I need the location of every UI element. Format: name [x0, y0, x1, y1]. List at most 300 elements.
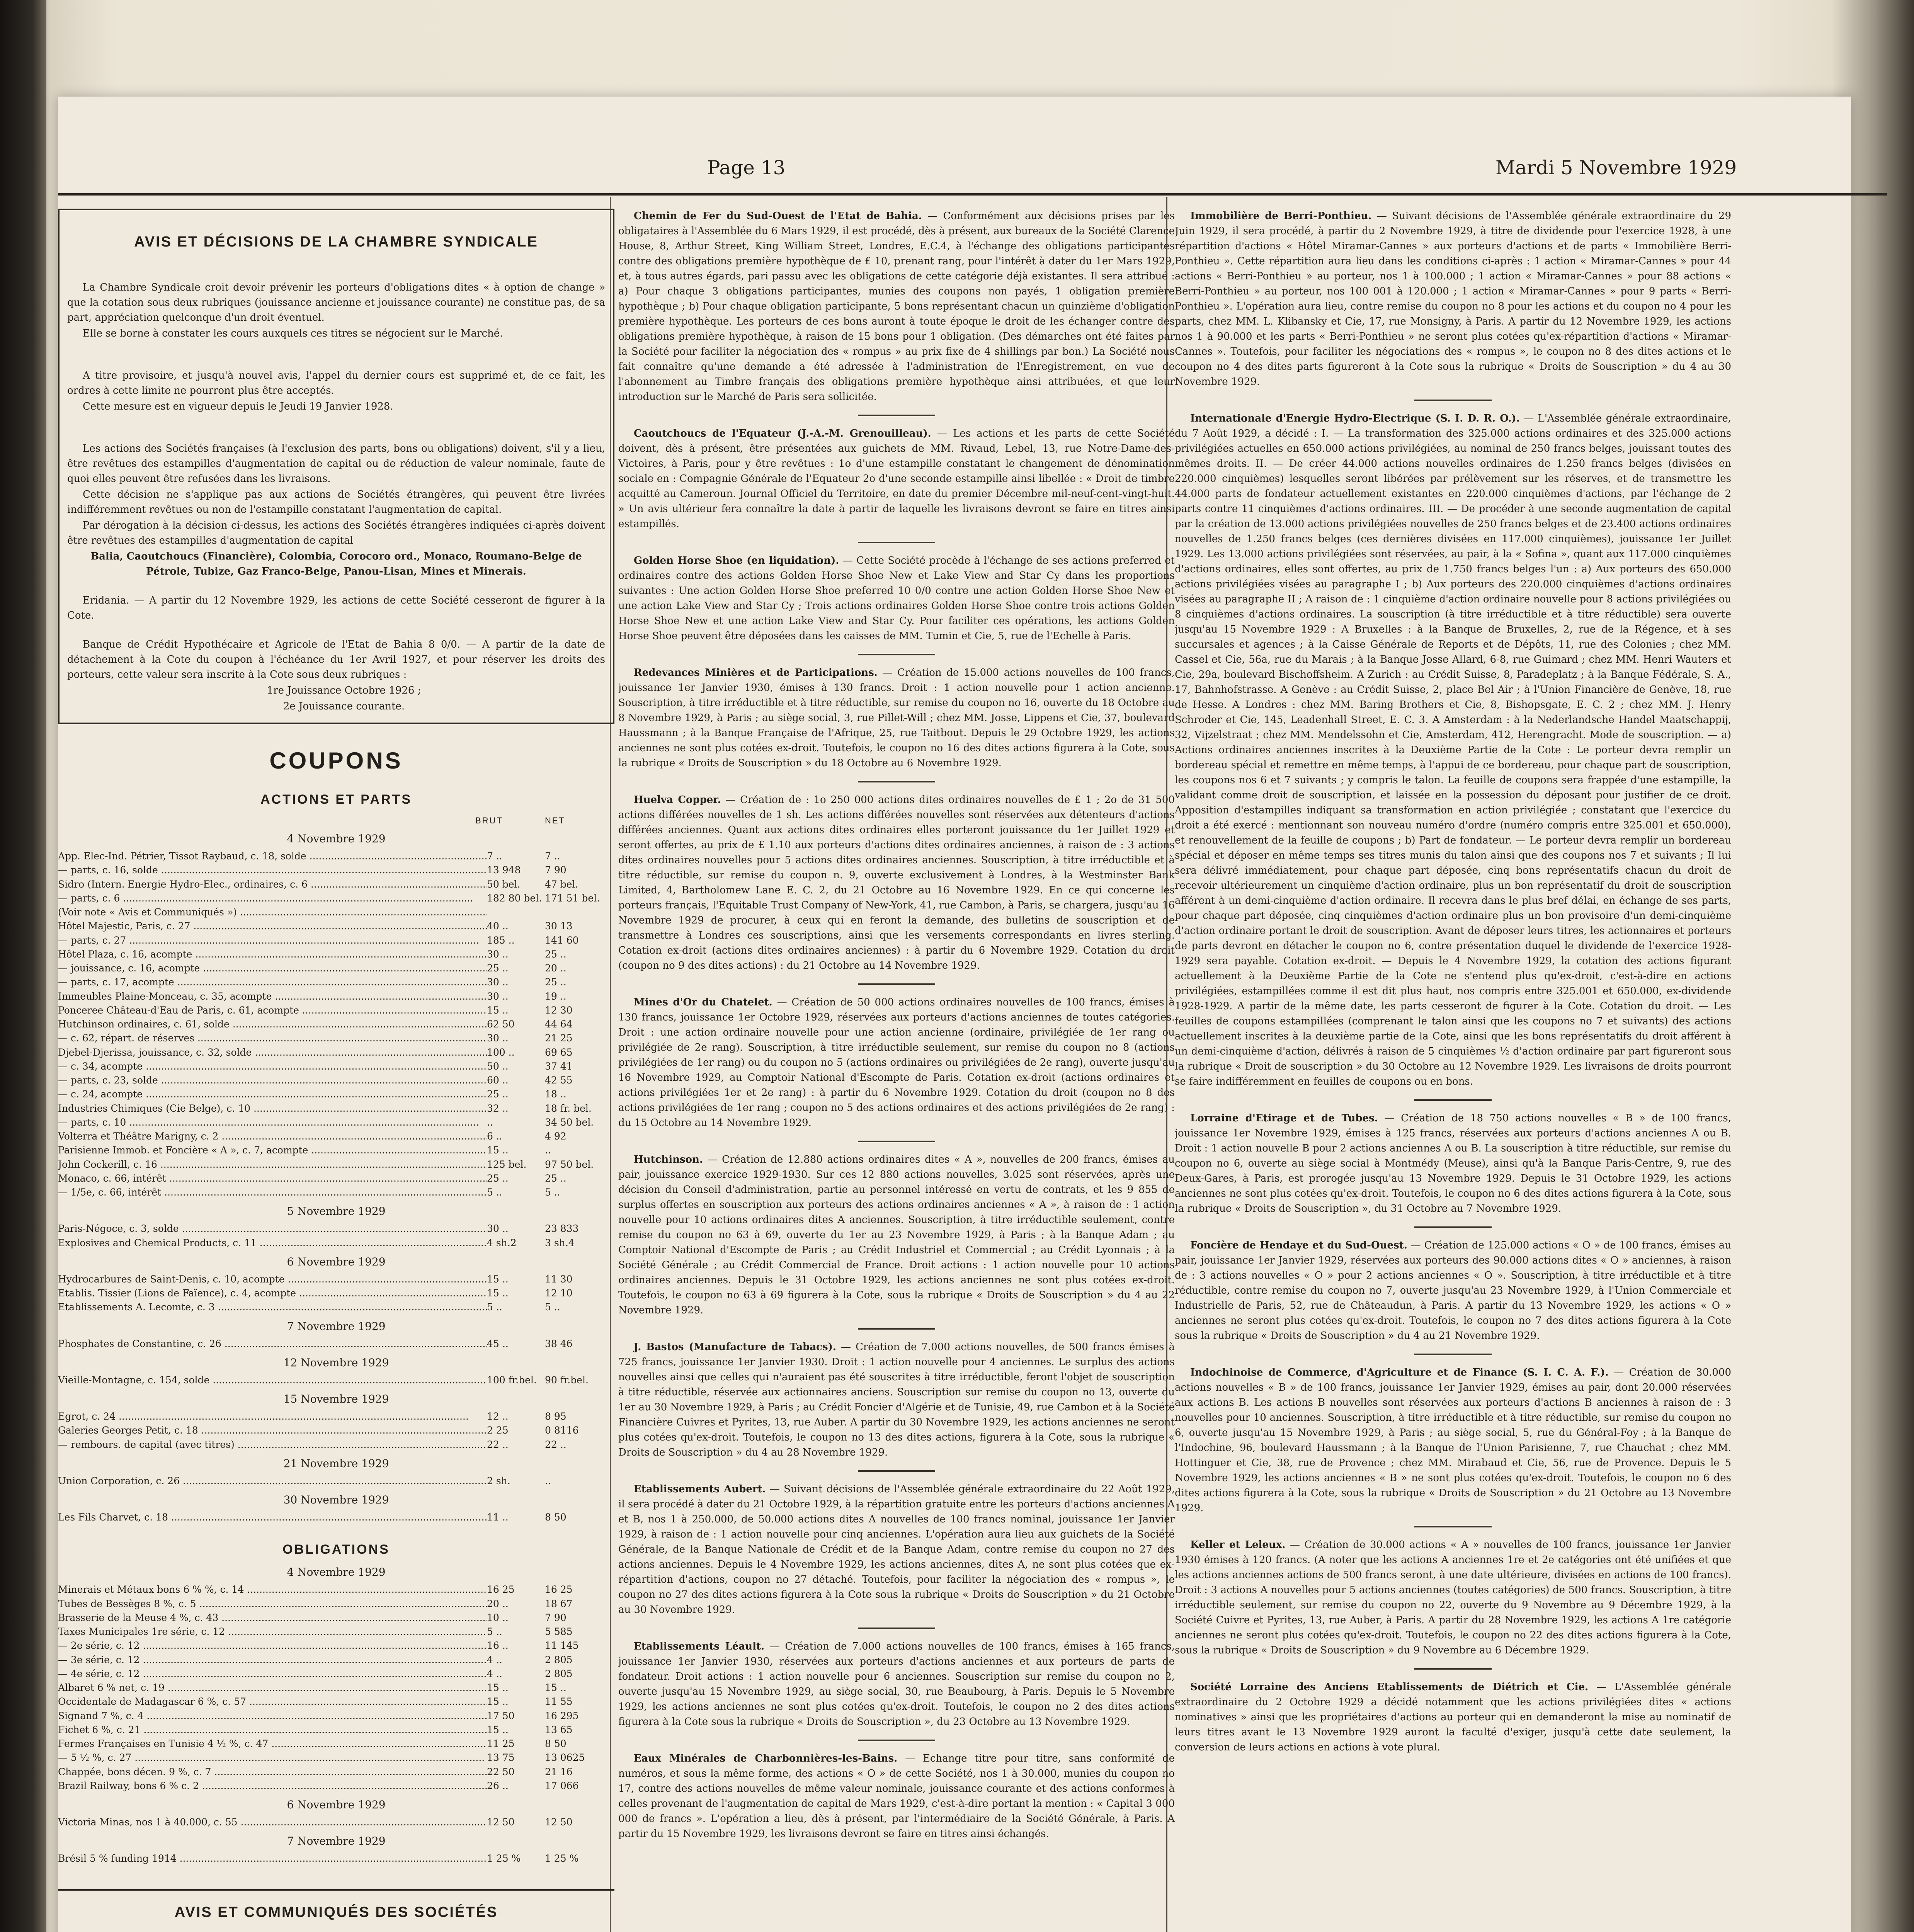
- coupon-row: [58, 1852, 614, 1866]
- notice-title: Golden Horse Shoe (en liquidation).: [634, 555, 839, 566]
- coupon-net: 8 50: [545, 1512, 567, 1523]
- chamber-rubric: 2e Jouissance courante.: [283, 701, 405, 712]
- coupon-net: 8 95: [545, 1411, 567, 1422]
- coupon-date: 5 Novembre 1929: [287, 1205, 386, 1218]
- coupon-brut: 45 ..: [487, 1338, 509, 1349]
- notice-article: [618, 1639, 1175, 1730]
- coupon-row: [58, 878, 614, 891]
- notice-body: — L'Assemblée générale extraordinaire, du 7 Août 1929, a décidé : I. — La transformation des 325.000 actions ordinaires et des 325.000 actions privilégiées actuelles en 650.000 actions privilégiées, au nominal de 250 francs belges, jouissant toutes des mêmes droits. II. — De créer 44.000 actions nouvelles ordinaires de 1.250 francs belges (divisées en 220.000 cinquièmes) lesquelles seront libérées par prélèvement sur les réserves, et de transmettre les 44.000 parts de fondateur actuellement existantes en 220.000 cinquièmes d'actions, par l'échange de 2 parts contre 11 cinquièmes d'actions ordinaires. III. — De procéder à une seconde augmentation de capital par la création de 13.000 actions privilégiées nouvelles de 250 francs belges et de 23.400 actions ordinaires nouvelles de 1.250 francs belges (ces dernières divisées en 117.000 cinquièmes), jouissance 1er Juillet 1929. Les 13.000 actions privilégiées sont réservées, au pair, à la « Sofina », quant aux 117.000 cinquièmes d'actions ordinaires, elles sont offertes, au prix de 1.750 francs belges l'un : a) Aux porteurs des 650.000 actions privilégiées visées au paragraphe I ; b) Aux porteurs des 220.000 cinquièmes d'actions ordinaires visées au paragraphe II ; A raison de : 1 cinquième d'action ordinaire nouvelle pour 8 actions privilégiées ou 8 cinquièmes d'actions ordinaires. La souscription (à titre irréductible et à titre réductible) sera ouverte jusqu'au 15 Novembre 1929 : A Bruxelles : à la Banque de Bruxelles, 2, rue de la Régence, et à ses succursales et agences ; à la Caisse Générale de Reports et de Dépôts, 11, rue des Colonies ; chez MM. Cassel et Cie, 56a, rue du Marais ; à la Banque Josse Allard, 6-8, rue Guimard ; chez MM. Henri Wauters et Cie, 29a, boulevard Bischoffsheim. A Zurich : au Crédit Suisse, 8, Paradeplatz ; à la Banque Fédérale, S. A., 17, Bahnhofstrasse. A Genève : au Crédit Suisse, 2, place Bel Air ; à l'Union Financière de Genève, 18, rue de Hesse. A Londres : chez MM. Baring Brothers et Cie, 8, Bishopsgate, E. C. 2 ; chez MM. J. Henry Schroder et Cie, 145, Leadenhall Street, E. C. 3. A Amsterdam : à la Nederlandsche Handel Maatschappij, 32, Vijzelstraat ; chez MM. Mendelssohn et Cie, Amsterdam, 412, Herengracht. Mode de souscription. — a) Actions ordinaires anciennes inscrites à la Deuxième Partie de la Cote : Le porteur devra remplir un bordereau spécial et remettre en même temps, à l'appui de ce bordereau, pour chaque part de souscription, les coupons nos 6 et 7 suivants ; y compris le talon. La feuille de coupons sera frappée d'une estampille, la validant comme droit de souscription, et laissée en la possession du déposant pour justifier de ce droit. Apposition d'estampilles indiquant sa transformation en action privilégiée ; constatant que l'exercice du droit a été exercé : mentionnant son nouveau numéro d'ordre (numéro compris entre 325.001 et 650.000), et renouvellement de la feuille de coupons ; b) Part de fondateur. — Le porteur devra remplir un bordereau spécial et déposer en même temps ses titres munis du talon ainsi que des coupons nos 7 et suivants ; Il lui sera délivré immédiatement, pour chaque part déposée, cinq bons représentatifs chacun du droit de recevoir ultérieurement un cinquième d'action ordinaire, plus un bon représentatif du droit de souscription afférent à un demi-cinquième d'action ordinaire. Il recevra dans le plus bref délai, en échange de ses parts, pour chaque part déposée, cinq cinquièmes d'action ordinaire plus un bon provisoire d'un demi-cinquième d'action ordinaire portant le droit de souscription. Avant de déposer leurs titres, les actionnaires et porteurs de parts devront en détacher le coupon no 6, contre présentation duquel le dividende de l'exercice 1928-1929 sera payable. Cotation ex-droit. — Depuis le 4 Novembre 1929, la cotation des actions figurant actuellement à la Deuxième Partie de la Cote ne s'entend plus qu'ex-droit, c'est-à-dire en actions privilégiées, estampillées comme il est dit plus haut, nos compris entre 325.001 et 650.000, ex-dividende 1928-1929. A partir de la même date, les parts cesseront de figurer à la Cote. Cotation du droit. — Les feuilles de coupons estampillées (comprenant le talon ainsi que les coupons no 7 et suivants) des actions actuellement inscrites à la deuxième partie de la Cote, ainsi que les bons représentatifs du droit afférent à un demi-cinquième d'action, délivrés à raison de 5 cinquièmes ½ d'action ordinaire par part figureront sous la rubrique « Droit de souscription » du 30 Octobre au 12 Novembre 1929. Les livraisons de droits pourront se faire indifféremment en feuilles de coupons ou en bons.: [1175, 413, 1731, 1087]
- coupon-brut: 22 ..: [487, 1439, 509, 1450]
- coupon-net: ..: [545, 1475, 551, 1486]
- coupon-net: 8 50: [545, 1738, 567, 1749]
- article-separator: [858, 1628, 935, 1629]
- notice-article: [618, 553, 1175, 644]
- coupon-net: 18 67: [545, 1598, 573, 1609]
- notice-body: — L'Assemblée générale extraordinaire du 2 Octobre 1929 a décidé notamment que les actions privilégiées dites « actions nominatives » ainsi que les propriétaires d'actions au porteur qui en demanderont la mise au nominatif de leurs titres avant le 13 Novembre 1929 auront la faculté d'exiger, jusqu'à cette date seulement, la conversion de leurs actions en actions à vote plural.: [1175, 1681, 1731, 1753]
- coupon-row: [58, 1017, 614, 1031]
- coupon-row: [58, 1695, 614, 1709]
- coupon-net: 69 65: [545, 1046, 573, 1058]
- coupon-brut: [487, 905, 545, 919]
- coupon-net: 7 90: [545, 1612, 567, 1623]
- notice-article: [618, 1482, 1175, 1617]
- coupon-issuer: — 4e série, c. 12 .....: [58, 1667, 487, 1681]
- chamber-company-list: Balia, Caoutchoucs (Financière), Colombia, Corocoro ord., Monaco, Roumano-Belge de Pétrole, Tubize, Gaz Franco-Belge, Panou-Lisan, Mines et Minerais.: [90, 551, 582, 577]
- coupon-row: [58, 1087, 614, 1101]
- coupon-row: [58, 1143, 614, 1157]
- coupon-issuer: Industries Chimiques (Cie Belge), c. 10 .....: [58, 1102, 487, 1116]
- coupon-row: [58, 1129, 614, 1143]
- notice-article: [618, 1152, 1175, 1318]
- coupon-net: 12 50: [545, 1816, 573, 1828]
- coupon-brut: 185 ..: [487, 934, 515, 946]
- coupon-row: [58, 1765, 614, 1779]
- coupon-brut: 30 ..: [487, 990, 509, 1002]
- notice-title: Caoutchoucs de l'Equateur (J.-A.-M. Grenouilleau).: [634, 428, 931, 439]
- coupon-net: 2 805: [545, 1668, 573, 1679]
- coupon-row: [58, 1474, 614, 1488]
- article-separator: [858, 415, 935, 416]
- coupon-issuer: — 3e série, c. 12 .....: [58, 1653, 487, 1667]
- notice-body: — Cette Société procède à l'échange de ses actions preferred et ordinaires contre des actions Golden Horse Shoe New et Lake View and Star Cy dans les proportions suivantes : Une action Golden Horse Shoe preferred 10 0/0 contre une action Golden Horse Shoe New et une action Lake View and Star Cy ; Trois actions ordinaires Golden Horse Shoe contre trois actions Golden Horse Shoe New et une action Lake View and Star Cy. Pour faciliter ces opérations, les actions Golden Horse Shoe peuvent être déposées dans les caisses de MM. Tumin et Cie, 5, rue de l'Echelle à Paris.: [618, 555, 1175, 642]
- notice-title: Internationale d'Energie Hydro-Electrique (S. I. D. R. O.).: [1190, 413, 1520, 424]
- coupon-row: [58, 1709, 614, 1723]
- notice-body: — Création de 125.000 actions « O » de 100 francs, émises au pair, jouissance 1er Janvier 1929, réservées aux porteurs des 90.000 actions dites « O » anciennes, à raison de : 3 actions nouvelles « O » pour 2 actions anciennes « O ». Souscription, à titre irréductible et à titre réductible, contre remise du coupon no 7, ouverte jusqu'au 23 Novembre 1929, à l'Union Commerciale et Industrielle de Paris, 52, rue de Châteaudun, à Paris. A partir du 13 Novembre 1929, les actions « O » anciennes ne seront plus cotées qu'ex-droit. Toutefois, le coupon no 7 des dites actions figurera à la Cote sous la rubrique « Droits de Souscription » du 4 au 21 Novembre 1929.: [1175, 1240, 1731, 1342]
- chamber-paragraph: A titre provisoire, et jusqu'à nouvel avis, l'appel du dernier cours est supprimé et, de ce fait, les ordres à cette limite ne pourront plus être acceptés.: [67, 370, 605, 396]
- notice-title: Etablissements Léault.: [634, 1641, 765, 1652]
- coupon-row: [58, 1102, 614, 1116]
- coupon-net: 1 25 %: [545, 1853, 579, 1864]
- article-separator: [1414, 1354, 1492, 1355]
- coupon-issuer: Brésil 5 % funding 1914 .....: [58, 1852, 487, 1866]
- coupon-row: [58, 1373, 614, 1387]
- article-separator: [858, 654, 935, 655]
- coupon-brut: 15 ..: [487, 1287, 509, 1299]
- coupon-brut: 40 ..: [487, 920, 509, 932]
- coupon-net: 30 13: [545, 920, 573, 932]
- coupon-issuer: (Voir note « Avis et Communiqués ») .....: [58, 905, 487, 919]
- coupon-row: [58, 1337, 614, 1351]
- coupon-brut: 30 ..: [487, 1032, 509, 1044]
- coupon-net: 23 833: [545, 1223, 579, 1235]
- coupon-issuer: Brasserie de la Meuse 4 %, c. 43 .....: [58, 1611, 487, 1625]
- coupon-brut: 25 ..: [487, 963, 509, 974]
- notice-article: [1175, 1537, 1731, 1658]
- column-1: [58, 209, 614, 1932]
- coupon-net: 7 ..: [545, 850, 560, 862]
- column-3: [1175, 209, 1731, 1932]
- coupon-row: [58, 1625, 614, 1639]
- coupon-date: 4 Novembre 1929: [287, 1566, 386, 1579]
- coupon-row: [58, 1737, 614, 1751]
- coupon-row: [58, 1583, 614, 1597]
- coupon-net: 25 ..: [545, 948, 567, 960]
- coupon-net: 13 65: [545, 1724, 573, 1735]
- notice-article: [1175, 209, 1731, 389]
- coupon-issuer: — parts, c. 17, acompte .....: [58, 975, 487, 989]
- coupon-net: 11 30: [545, 1273, 573, 1285]
- coupon-row: [58, 863, 614, 877]
- notice-article: [1175, 411, 1731, 1089]
- notice-article: [618, 209, 1175, 405]
- coupon-net: 20 ..: [545, 963, 567, 974]
- coupon-issuer: Signand 7 %, c. 4 .....: [58, 1709, 487, 1723]
- coupon-issuer: John Cockerill, c. 16 .....: [58, 1158, 487, 1172]
- coupon-row: [58, 1597, 614, 1611]
- coupon-issuer: Fermes Françaises en Tunisie 4 ½ %, c. 47 .....: [58, 1737, 487, 1751]
- coupon-row: [58, 1116, 614, 1129]
- notice-body: — Conformément aux décisions prises par les obligataires à l'Assemblée du 6 Mars 1929, il est procédé, dès à présent, aux bureaux de la Société Clarence House, 8, Arthur Street, King William Street, Londres, E.C.4, à l'échange des obligations participantes contre des obligations première hypothèque de £ 10, prenant rang, pour l'intérêt à dater du 1er Mars 1929, et, à tous autres égards, pari passu avec les obligations de cette catégorie déjà existantes. Il sera attribué : a) Pour chaque 3 obligations participantes, munies des coupons non payés, 1 obligation première hypothèque ; b) Pour chaque obligation participante, 5 bons représentant chacun un quinzième d'obligation première hypothèque. Les porteurs de ces bons auront à toute époque le droit de les échanger contre des obligations première hypothèque, à raison de 15 bons pour 1 obligation. (Des démarches ont été faites par la Société pour faciliter la négociation des « rompus » au prix fixe de 4 shillings par bon.) La Société nous fait connaître qu'une demande a été adressée à l'administration de l'Enregistrement, en vue de l'abonnement au Timbre français des obligations première hypothèque ainsi attribuées, et que leur introduction sur le Marché de Paris sera sollicitée.: [618, 210, 1175, 403]
- notice-title: Eaux Minérales de Charbonnières-les-Bains.: [634, 1753, 898, 1764]
- coupon-brut: 2 25: [487, 1425, 509, 1436]
- coupon-row: [58, 947, 614, 961]
- coupon-brut: 20 ..: [487, 1598, 509, 1609]
- article-separator: [1414, 1668, 1492, 1670]
- coupon-row: [58, 1723, 614, 1737]
- notice-article: [618, 995, 1175, 1131]
- coupon-issuer: Monaco, c. 66, intérêt .....: [58, 1172, 487, 1185]
- chamber-paragraph: Eridania. — A partir du 12 Novembre 1929, les actions de cette Société cesseront de figurer à la Cote.: [67, 595, 605, 621]
- notice-title: Huelva Copper.: [634, 794, 721, 806]
- coupon-issuer: Albaret 6 % net, c. 19 .....: [58, 1681, 487, 1695]
- notice-body: — Les actions et les parts de cette Société doivent, dès à présent, être présentées aux guichets de MM. Rivaud, Lebel, 13, rue Notre-Dame-des-Victoires, à Paris, pour y être revêtues : 1o d'une estampille constatant le changement de dénomination sociale en : Compagnie Générale de l'Equateur 2o d'une seconde estampille ainsi libellée : « Droit de timbre acquitté au Cameroun. Journal Officiel du Territoire, en date du premier Décembre mil-neuf-cent-vingt-huit. » Un avis ultérieur fera connaître la date à partir de laquelle les livraisons devront se faire en titres ainsi estampillés.: [618, 428, 1175, 530]
- coupon-net: 4 92: [545, 1131, 567, 1142]
- notice-title: J. Bastos (Manufacture de Tabacs).: [634, 1341, 836, 1353]
- coupon-net: 19 ..: [545, 990, 567, 1002]
- coupon-date: 7 Novembre 1929: [287, 1835, 386, 1848]
- coupon-brut: 15 ..: [487, 1696, 509, 1708]
- coupon-issuer: Etablissements A. Lecomte, c. 3 .....: [58, 1300, 487, 1314]
- coupon-issuer: Brazil Railway, bons 6 % c. 2 .....: [58, 1779, 487, 1793]
- coupon-issuer: Sidro (Intern. Energie Hydro-Elec., ordinaires, c. 6 .....: [58, 878, 487, 891]
- coupon-brut: 50 ..: [487, 1060, 509, 1072]
- issue-date: Mardi 5 Novembre 1929: [1495, 156, 1737, 179]
- notice-title: Keller et Leleux.: [1190, 1539, 1286, 1551]
- notice-body: — Création de 50 000 actions ordinaires nouvelles de 100 francs, émises à 130 francs, jouissance 1er Octobre 1929, réservées aux porteurs d'actions anciennes de toutes catégories. Droit : une action ordinaire nouvelle pour une action ancienne (ordinaire, privilégiée de 1er rang ou privilégiée de 2e rang). Souscription, à titre irréductible seulement, sur remise du coupon no 8 (actions privilégiées de 1er rang) ou du coupon no 5 (actions ordinaires ou privilégiées de 2e rang), ouverte jusqu'au 16 Novembre 1929, au Comptoir National d'Escompte de Paris. Cotation ex-droit (actions ordinaires et actions privilégiées 1er et 2e rang) : à partir du 6 Novembre 1929. Cotation du droit (coupon no 8 des actions privilégiées de 1er rang ; coupon no 5 des actions ordinaires et des actions privilégiées de 2e rang) : du 15 Octobre au 14 Novembre 1929.: [618, 997, 1175, 1129]
- coupon-brut: 15 ..: [487, 1682, 509, 1693]
- coupon-row: [58, 1815, 614, 1829]
- coupon-obligations-table: [58, 1564, 614, 1866]
- coupon-row: [58, 1236, 614, 1250]
- coupon-net: 16 25: [545, 1584, 573, 1595]
- notice-title: Etablissements Aubert.: [634, 1483, 766, 1495]
- notice-title: Mines d'Or du Chatelet.: [634, 997, 772, 1008]
- coupon-brut: 125 bel.: [487, 1158, 527, 1170]
- notice-title: Lorraine d'Etirage et de Tubes.: [1190, 1112, 1378, 1124]
- coupon-net: [545, 905, 614, 919]
- brut-header: BRUT: [475, 816, 503, 825]
- coupon-brut: 5 ..: [487, 1301, 502, 1313]
- coupon-date: 6 Novembre 1929: [287, 1255, 386, 1268]
- chamber-paragraph: Banque de Crédit Hypothécaire et Agricole de l'Etat de Bahia 8 0/0. — A partir de la date de détachement à la Cote du coupon à l'échéance du 1er Avril 1927, et pour réserver les droits des porteurs, cette valeur sera inscrite à la Cote sous deux rubriques :: [67, 639, 605, 680]
- coupon-net: 7 90: [545, 864, 567, 876]
- coupon-row: [58, 1423, 614, 1437]
- coupon-row: [58, 849, 614, 863]
- header-rule: [58, 193, 1887, 196]
- coupon-row: [58, 1222, 614, 1236]
- coupon-issuer: — jouissance, c. 16, acompte .....: [58, 961, 487, 975]
- coupon-issuer: Chappée, bons décen. 9 %, c. 7 .....: [58, 1765, 487, 1779]
- coupon-brut: 25 ..: [487, 1088, 509, 1100]
- coupon-row: [58, 1046, 614, 1060]
- article-separator: [858, 1740, 935, 1741]
- coupon-date: 6 Novembre 1929: [287, 1798, 386, 1811]
- coupon-row: [58, 1639, 614, 1653]
- coupon-issuer: — c. 62, répart. de réserves .....: [58, 1031, 487, 1045]
- coupon-net: 12 10: [545, 1287, 573, 1299]
- notice-body: — Echange titre pour titre, sans conformité de numéros, et sous la même forme, des actions « O » de cette Société, nos 1 à 30.000, munies du coupon no 17, contre des actions nouvelles de même valeur nominale, jouissance courante et des actions conformes à celles provenant de l'augmentation de capital de Mars 1929, c'est-à-dire portant la mention : « Capital 3 000 000 de francs ». L'opération a lieu, dès à présent, par l'intermédiaire de la Société Générale, à Paris. A partir du 15 Novembre 1929, les livraisons devront se faire en titres ainsi échangés.: [618, 1753, 1175, 1840]
- coupon-net: 34 50 bel.: [545, 1116, 594, 1128]
- article-separator: [858, 1470, 935, 1472]
- coupon-brut: 17 50: [487, 1710, 515, 1721]
- coupon-row: [58, 1003, 614, 1017]
- article-separator: [1414, 400, 1492, 401]
- notice-body: — Suivant décisions de l'Assemblée générale extraordinaire du 22 Août 1929, il sera procédé à dater du 21 Octobre 1929, à la répartition gratuite entre les porteurs d'actions anciennes A et B, nos 1 à 250.000, de 50.000 actions dites A nouvelles de 100 francs nominal, jouissance 1er Janvier 1929, à raison de : 1 action nouvelle pour cinq anciennes. L'opération aura lieu aux guichets de la Société Générale, de la Banque Nationale de Crédit et de la Banque Adam, contre remise du coupon no 27 des actions anciennes. Depuis le 4 Novembre 1929, les actions anciennes, dites A, ne sont plus cotées que ex-répartition d'actions, coupon no 27 détaché. Toutefois, pour faciliter la négociation des « rompus », le coupon no 27 des dites actions figurera à la Cote sous la rubrique « Droits de Souscription » du 21 Octobre au 30 Novembre 1929.: [618, 1483, 1175, 1616]
- coupon-row: [58, 961, 614, 975]
- coupon-issuer: Parisienne Immob. et Foncière « A », c. 7, acompte .....: [58, 1143, 487, 1157]
- coupon-brut: 12 ..: [487, 1411, 509, 1422]
- coupon-date: 12 Novembre 1929: [283, 1356, 389, 1369]
- coupon-row: [58, 1681, 614, 1695]
- article-separator: [1414, 1226, 1492, 1228]
- coupon-row: [58, 1073, 614, 1087]
- coupon-net: 141 60: [545, 934, 579, 946]
- net-header: NET: [545, 816, 565, 825]
- coupon-net: 18 ..: [545, 1088, 567, 1100]
- article-separator: [1414, 1099, 1492, 1101]
- actions-parts-title: ACTIONS ET PARTS: [260, 792, 412, 807]
- coupon-issuer: Union Corporation, c. 26 .....: [58, 1474, 487, 1488]
- coupon-brut: 5 ..: [487, 1626, 502, 1637]
- coupon-row: [58, 1438, 614, 1452]
- coupon-brut: 26 ..: [487, 1780, 509, 1791]
- coupon-net: 3 sh.4: [545, 1237, 575, 1248]
- coupon-net: 42 55: [545, 1075, 573, 1086]
- coupon-net: 13 0625: [545, 1752, 585, 1764]
- coupon-net: ..: [545, 1145, 551, 1156]
- coupon-brut: 15 ..: [487, 1145, 509, 1156]
- notice-article: [1175, 1238, 1731, 1344]
- coupon-issuer: Tubes de Bessèges 8 %, c. 5 .....: [58, 1597, 487, 1611]
- notice-article: [618, 793, 1175, 973]
- coupon-brut: 30 ..: [487, 976, 509, 988]
- coupon-brut: 16 ..: [487, 1640, 509, 1651]
- coupon-row: [58, 1751, 614, 1765]
- coupon-brut: 10 ..: [487, 1612, 509, 1623]
- coupon-row: [58, 1060, 614, 1073]
- coupon-net: 11 145: [545, 1640, 579, 1651]
- coupon-row: [58, 1667, 614, 1681]
- coupon-net: 22 ..: [545, 1439, 567, 1450]
- coupon-issuer: Victoria Minas, nos 1 à 40.000, c. 55 .....: [58, 1815, 487, 1829]
- coupon-net: 47 bel.: [545, 878, 578, 890]
- coupon-issuer: Paris-Négoce, c. 3, solde .....: [58, 1222, 487, 1236]
- notice-article: [618, 1340, 1175, 1460]
- coupon-brut: 11 25: [487, 1738, 515, 1749]
- coupon-issuer: — parts, c. 27 .....: [58, 934, 487, 947]
- coupon-issuer: Hôtel Plaza, c. 16, acompte .....: [58, 947, 487, 961]
- notice-body: — Création de 30.000 actions « A » nouvelles de 100 francs, jouissance 1er Janvier 1930 émises à 120 francs. (A noter que les actions A anciennes 1re et 2e catégories ont été unifiées et que les actions anciennes actions de 500 francs seront, à une date ultérieure, divisées en actions de 100 francs). Droit : 3 actions A nouvelles pour 5 actions anciennes (toutes catégories) de 500 francs. Souscription, à titre irréductible seulement, sur remise du coupon no 22, ouverte du 9 Novembre au 9 Décembre 1929, à la Société Cuivre et Pyrites, 13, rue Auber, à Paris. A partir du 28 Novembre 1929, les actions A 1re catégorie anciennes ne seront plus cotées qu'ex-droit. Toutefois, le coupon no 22 des dites actions figurera à la Cote, sous la rubrique « Droits de Souscription » du 9 Novembre au 6 Décembre 1929.: [1175, 1539, 1731, 1656]
- coupon-date: 7 Novembre 1929: [287, 1320, 386, 1333]
- notice-article: [618, 665, 1175, 771]
- coupon-row: [58, 1286, 614, 1300]
- notice-title: Indochinoise de Commerce, d'Agriculture et de Finance (S. I. C. A. F.).: [1190, 1367, 1609, 1378]
- chamber-paragraph: Par dérogation à la décision ci-dessus, les actions des Sociétés étrangères indiquées ci-après doivent être revêtues des estampilles d'augmentation de capital: [67, 520, 605, 546]
- coupon-issuer: — c. 34, acompte .....: [58, 1060, 487, 1073]
- coupon-brut: ..: [487, 1116, 493, 1128]
- notice-body: — Création de 12.880 actions ordinaires dites « A », nouvelles de 200 francs, émises au pair, jouissance exercice 1929-1930. Sur ces 12 880 actions nouvelles, 3.025 sont réservées, après une décision du Conseil d'administration, partie au personnel intéressé en vertu de contrats, et les 9 855 de surplus offertes en souscription aux porteurs des actions ordinaires anciennes « A », à raison de : 1 action nouvelle pour 10 actions ordinaires dites A anciennes. Souscription, à titre irréductible seulement, contre remise du coupon no 63 à 69, ouverte du 1er au 23 Novembre 1929, à Paris ; à la Banque Adam ; au Comptoir National d'Escompte de Paris ; au Crédit Industriel et Commercial ; au Crédit Lyonnais ; à la Société Générale ; au Crédit Commercial de France. Droit actions : 1 action nouvelle pour 10 actions ordinaires anciennes. Depuis le 31 Octobre 1929, les actions anciennes ne sont plus cotées ex-droit. Toutefois, le coupon no 63 à 69 figurera à la Cote, sous la rubrique « Droits de Souscription » du 4 au 22 Novembre 1929.: [618, 1154, 1175, 1316]
- chamber-rubric: 1re Jouissance Octobre 1926 ;: [267, 685, 421, 696]
- article-separator: [858, 1141, 935, 1142]
- coupon-row: [58, 990, 614, 1003]
- coupon-issuer: Vieille-Montagne, c. 154, solde .....: [58, 1373, 487, 1387]
- coupon-row: [58, 1031, 614, 1045]
- coupon-actions-table: [58, 831, 614, 1524]
- coupon-issuer: Les Fils Charvet, c. 18 .....: [58, 1510, 487, 1524]
- article-separator: [858, 542, 935, 543]
- coupon-brut: 4 ..: [487, 1654, 502, 1665]
- coupon-issuer: — 2e série, c. 12 .....: [58, 1639, 487, 1653]
- coupon-issuer: Volterra et Théâtre Marigny, c. 2 .....: [58, 1129, 487, 1143]
- coupon-net: 11 55: [545, 1696, 573, 1708]
- coupon-brut: 100 ..: [487, 1046, 515, 1058]
- chamber-paragraph: Les actions des Sociétés françaises (à l'exclusion des parts, bons ou obligations) doivent, s'il y a lieu, être revêtues des estampilles d'augmentation de capital ou de réduction de valeur nominale, faute de quoi elles peuvent être refusées dans les livraisons.: [67, 443, 605, 485]
- coupon-row: [58, 975, 614, 989]
- coupon-net: 25 ..: [545, 1172, 567, 1184]
- coupon-issuer: Djebel-Djerissa, jouissance, c. 32, solde .....: [58, 1046, 487, 1060]
- coupon-brut: 62 50: [487, 1019, 515, 1030]
- coupon-net: 17 066: [545, 1780, 579, 1791]
- coupon-issuer: Etablis. Tissier (Lions de Faïence), c. 4, acompte .....: [58, 1286, 487, 1300]
- notice-body: — Suivant décisions de l'Assemblée générale extraordinaire du 29 Juin 1929, il sera procédé, à partir du 2 Novembre 1929, à titre de dividende pour l'exercice 1928, à une répartition d'actions « Hôtel Miramar-Cannes » aux porteurs d'actions et de parts « Immobilière Berri-Ponthieu ». Cette répartition aura lieu dans les conditions ci-après : 1 action « Miramar-Cannes » pour 44 actions « Berri-Ponthieu » au porteur, nos 1 à 100.000 ; 1 action « Miramar-Cannes » pour 88 actions « Berri-Ponthieu » au porteur, nos 100 001 à 120.000 ; 1 action « Miramar-Cannes » pour 9 parts « Berri-Ponthieu ». L'opération aura lieu, contre remise du coupon no 8 pour les actions et du coupon no 4 pour les parts, chez MM. L. Klibansky et Cie, 17, rue Monsigny, à Paris. A partir du 12 Novembre 1929, les actions nos 1 à 90.000 et les parts « Berri-Ponthieu » ne seront plus cotées qu'ex-répartition d'actions « Miramar-Cannes ». Toutefois, pour faciliter les négociations des « rompus », le coupon no 8 des dites actions et le coupon no 4 des dites parts figureront à la Cote sous la rubrique « Droits de Souscription » du 4 au 30 Novembre 1929.: [1175, 210, 1731, 388]
- book-binding-edge: [0, 0, 46, 1932]
- coupon-issuer: App. Elec-Ind. Pétrier, Tissot Raybaud, c. 18, solde .....: [58, 849, 487, 863]
- coupon-issuer: Immeubles Plaine-Monceau, c. 35, acompte .....: [58, 990, 487, 1003]
- coupon-net: 171 51 bel.: [545, 892, 600, 904]
- coupon-issuer: — c. 24, acompte .....: [58, 1087, 487, 1101]
- notice-title: Redevances Minières et de Participations.: [634, 667, 878, 679]
- coupon-brut: 182 80 bel.: [487, 892, 542, 904]
- coupon-issuer: — rembours. de capital (avec titres) .....: [58, 1438, 487, 1452]
- coupon-row: [58, 1272, 614, 1286]
- coupon-issuer: Galeries Georges Petit, c. 18 .....: [58, 1423, 487, 1437]
- coupon-issuer: Ponceree Château-d'Eau de Paris, c. 61, acompte .....: [58, 1003, 487, 1017]
- chamber-notice-box: [58, 209, 614, 724]
- coupon-net: 97 50 bel.: [545, 1158, 594, 1170]
- coupon-brut: 32 ..: [487, 1102, 509, 1114]
- coupon-brut: 15 ..: [487, 1004, 509, 1016]
- coupon-brut: 100 fr.bel.: [487, 1374, 537, 1386]
- notice-body: — Création de 15.000 actions nouvelles de 100 francs, jouissance 1er Janvier 1930, émises à 130 francs. Droit : 1 action nouvelle pour 1 action ancienne. Souscription, à titre irréductible et à titre réductible, sur remise du coupon no 16, ouverte du 18 Octobre au 8 Novembre 1929, à Paris ; au siège social, 3, rue Pillet-Will ; chez MM. Josse, Lippens et Cie, 37, boulevard Haussmann ; à la Banque Française de l'Afrique, 25, rue Taitbout. Depuis le 29 Octobre 1929, les actions anciennes ne sont plus cotées ex-droit. Toutefois, le coupon no 16 des dites actions figurera à la Cote, sous la rubrique « Droits de Souscription » du 18 Octobre au 6 Novembre 1929.: [618, 667, 1175, 769]
- coupon-net: 0 8116: [545, 1425, 579, 1436]
- coupon-date: 15 Novembre 1929: [283, 1393, 389, 1405]
- coupon-date: 4 Novembre 1929: [287, 832, 386, 845]
- coupon-brut: 2 sh.: [487, 1475, 510, 1486]
- coupon-net: 21 16: [545, 1766, 573, 1777]
- coupon-brut: 5 ..: [487, 1187, 502, 1198]
- chamber-title: AVIS ET DÉCISIONS DE LA CHAMBRE SYNDICALE: [134, 234, 538, 250]
- chamber-paragraph: Cette décision ne s'applique pas aux actions de Sociétés étrangères, qui peuvent être livrées indifféremment revêtues ou non de l'estampille constatant l'augmentation de capital.: [67, 489, 605, 515]
- coupon-brut: 4 sh.2: [487, 1237, 517, 1248]
- coupon-date: 21 Novembre 1929: [283, 1457, 389, 1470]
- notice-article: [1175, 1365, 1731, 1516]
- communiques-title: AVIS ET COMMUNIQUÉS DES SOCIÉTÉS: [58, 1889, 614, 1932]
- coupon-brut: 13 75: [487, 1752, 515, 1764]
- coupon-brut: 50 bel.: [487, 878, 521, 890]
- coupon-brut: 30 ..: [487, 948, 509, 960]
- obligations-title: OBLIGATIONS: [282, 1542, 390, 1557]
- notice-body: — Création de 30.000 actions nouvelles « B » de 100 francs, jouissance 1er Janvier 1929, émises au pair, dont 20.000 réservées aux actions B. Les actions B nouvelles sont réservées aux porteurs d'actions B anciennes à raison de : 3 nouvelles pour 10 anciennes. Souscription, à titre irréductible et à titre réductible, sur remise du coupon no 6, ouverte jusqu'au 15 Novembre 1929, à Paris ; au siège social, 5, rue du Général-Foy ; à la Banque de l'Indochine, 96, boulevard Haussmann ; à la Banque de l'Union Parisienne, 7, rue Chauchat ; chez MM. Hottinguer et Cie, 38, rue de Provence ; chez MM. Mirabaud et Cie, 56, rue de Provence. Depuis le 5 Novembre 1929, les actions anciennes « B » ne sont plus cotées qu'ex-droit. Toutefois, le coupon no 6 des dites actions figurera à la Cote, sous la rubrique « Droits de Souscription » du 21 Octobre au 13 Novembre 1929.: [1175, 1367, 1731, 1514]
- column-2: [618, 209, 1175, 1932]
- coupon-issuer: — parts, c. 23, solde .....: [58, 1073, 487, 1087]
- coupon-net: 90 fr.bel.: [545, 1374, 589, 1386]
- notice-body: — Création de 18 750 actions nouvelles « B » de 100 francs, jouissance 1er Novembre 1929, émises à 125 francs, réservées aux porteurs d'actions anciennes A ou B. Droit : 1 action nouvelle B pour 2 actions anciennes A ou B. La souscription à titre réductible, sur remise du coupon no 6, ouverte au siège social à Montmédy (Meuse), ainsi qu'à la Banque Paris-Centre, 9, rue des Deux-Gares, à Paris, est prorogée jusqu'au 13 Novembre 1929. Depuis le 31 Octobre 1929, les actions anciennes ne sont plus cotées qu'ex-droit. Toutefois, le coupon no 6 des dites actions figurera à la Cote, sous la rubrique « Droits de Souscription », du 31 Octobre au 7 Novembre 1929.: [1175, 1112, 1731, 1214]
- coupon-issuer: Hydrocarbures de Saint-Denis, c. 10, acompte .....: [58, 1272, 487, 1286]
- coupon-net: 5 585: [545, 1626, 573, 1637]
- coupon-net: 5 ..: [545, 1187, 560, 1198]
- coupon-brut: 11 ..: [487, 1512, 509, 1523]
- coupon-issuer: Taxes Municipales 1re série, c. 12 .....: [58, 1625, 487, 1639]
- article-separator: [858, 983, 935, 985]
- coupon-issuer: Minerais et Métaux bons 6 % %, c. 14 .....: [58, 1583, 487, 1597]
- coupon-issuer: Phosphates de Constantine, c. 26 .....: [58, 1337, 487, 1351]
- notice-article: [618, 1751, 1175, 1842]
- notice-article: [1175, 1111, 1731, 1216]
- coupon-brut: 15 ..: [487, 1724, 509, 1735]
- coupon-row: [58, 1410, 614, 1423]
- coupon-row: [58, 934, 614, 947]
- coupon-brut: 1 25 %: [487, 1853, 521, 1864]
- coupon-brut: 12 50: [487, 1816, 515, 1828]
- chamber-paragraph: Elle se borne à constater les cours auxquels ces titres se négocient sur le Marché.: [83, 328, 503, 339]
- coupon-issuer: — 1/5e, c. 66, intérêt .....: [58, 1185, 487, 1199]
- coupon-brut: 30 ..: [487, 1223, 509, 1235]
- notice-body: — Création de : 1o 250 000 actions dites ordinaires nouvelles de £ 1 ; 2o de 31 500 actions différées nouvelles de 1 sh. Les actions différées nouvelles sont réservées aux détenteurs d'actions différées anciennes. Quant aux actions dites ordinaires elles porteront jouissance du 1er Juillet 1929 et seront offertes, au prix de £ 1.10 aux porteurs d'actions dites ordinaires anciennes, à raison de : 3 actions dites ordinaires nouvelles pour 5 actions dites ordinaires anciennes. Souscription, à titre irréductible et à titre réductible, sur remise du coupon n. 9, ouverte exclusivement à Londres, à la Westminster Bank Limited, 4, Bartholomew Lane E. C. 2, du 21 Octobre au 16 Novembre 1929. En ce qui concerne les porteurs français, l'Equitable Trust Company of New-York, 41, rue Cambon, à Paris, se chargera, jusqu'au 16 Novembre 1929 de procurer, à ceux qui en feront la demande, des bulletins de souscription et de transmettre à Londres ces souscriptions, ainsi que les versements correspondants en livres sterling. Cotation ex-droit (actions dites ordinaires anciennes) : à partir du 6 Novembre 1929. Cotation du droit (coupon no 9 des dites actions) : du 21 Octobre au 14 Novembre 1929.: [618, 794, 1175, 971]
- coupon-brut: 22 50: [487, 1766, 515, 1777]
- notice-title: Chemin de Fer du Sud-Ouest de l'Etat de Bahia.: [634, 210, 922, 222]
- coupon-row: [58, 1611, 614, 1625]
- coupon-net: 25 ..: [545, 976, 567, 988]
- coupon-net: 38 46: [545, 1338, 573, 1349]
- coupon-net: 15 ..: [545, 1682, 567, 1693]
- coupon-net: 16 295: [545, 1710, 579, 1721]
- coupon-issuer: Fichet 6 %, c. 21 .....: [58, 1723, 487, 1737]
- notice-body: — Création de 7.000 actions nouvelles, de 500 francs émises à 725 francs, jouissance 1er Janvier 1930. Droit : 1 action nouvelle pour 4 anciennes. Le surplus des actions nouvelles ainsi que celles qui n'auraient pas été souscrites à titre irréductible, feront l'objet de souscription à titre réductible, réservée aux actionnaires anciens. Souscription sur remise du coupon no 13, ouverte du 1er au 30 Novembre 1929, à Paris ; au Crédit Foncier d'Algérie et de Tunisie, 49, rue Cambon et à la Société Financière Cuivres et Pyrites, 13, rue Auber. A partir du 30 Novembre 1929, les actions anciennes ne seront plus cotées qu'ex-droit. Toutefois, le coupon no 13 des dites actions, figurera à la Cote, sous la rubrique « Droits de Souscription » du 4 au 28 Novembre 1929.: [618, 1341, 1175, 1458]
- notice-article: [1175, 1680, 1731, 1755]
- coupon-row: [58, 1185, 614, 1199]
- article-separator: [1414, 1526, 1492, 1527]
- coupon-issuer: Occidentale de Madagascar 6 %, c. 57 .....: [58, 1695, 487, 1709]
- coupon-date: 30 Novembre 1929: [283, 1493, 389, 1506]
- coupon-row: [58, 919, 614, 933]
- article-separator: [858, 781, 935, 782]
- chamber-paragraph: La Chambre Syndicale croit devoir prévenir les porteurs d'obligations dites « à option de change » que la cotation sous deux rubriques (jouissance ancienne et jouissance courante) ne constitue pas, de sa part, appréciation quelconque d'un droit éventuel.: [67, 282, 605, 323]
- coupon-issuer: — 5 ½ %, c. 27 .....: [58, 1751, 487, 1765]
- coupon-issuer: — parts, c. 6 .....: [58, 891, 487, 905]
- coupon-net: 12 30: [545, 1004, 573, 1016]
- coupon-brut: 7 ..: [487, 850, 502, 862]
- coupon-brut: 13 948: [487, 864, 521, 876]
- page-number: Page 13: [707, 156, 786, 179]
- coupon-net: 2 805: [545, 1654, 573, 1665]
- coupon-row: [58, 891, 614, 905]
- coupon-issuer: — parts, c. 10 .....: [58, 1116, 487, 1129]
- coupon-issuer: Egrot, c. 24 .....: [58, 1410, 487, 1423]
- coupon-brut: 6 ..: [487, 1131, 502, 1142]
- coupon-row: [58, 905, 614, 919]
- notice-article: [618, 426, 1175, 532]
- coupon-issuer: Hôtel Majestic, Paris, c. 27 .....: [58, 919, 487, 933]
- notice-title: Foncière de Hendaye et du Sud-Ouest.: [1190, 1240, 1407, 1251]
